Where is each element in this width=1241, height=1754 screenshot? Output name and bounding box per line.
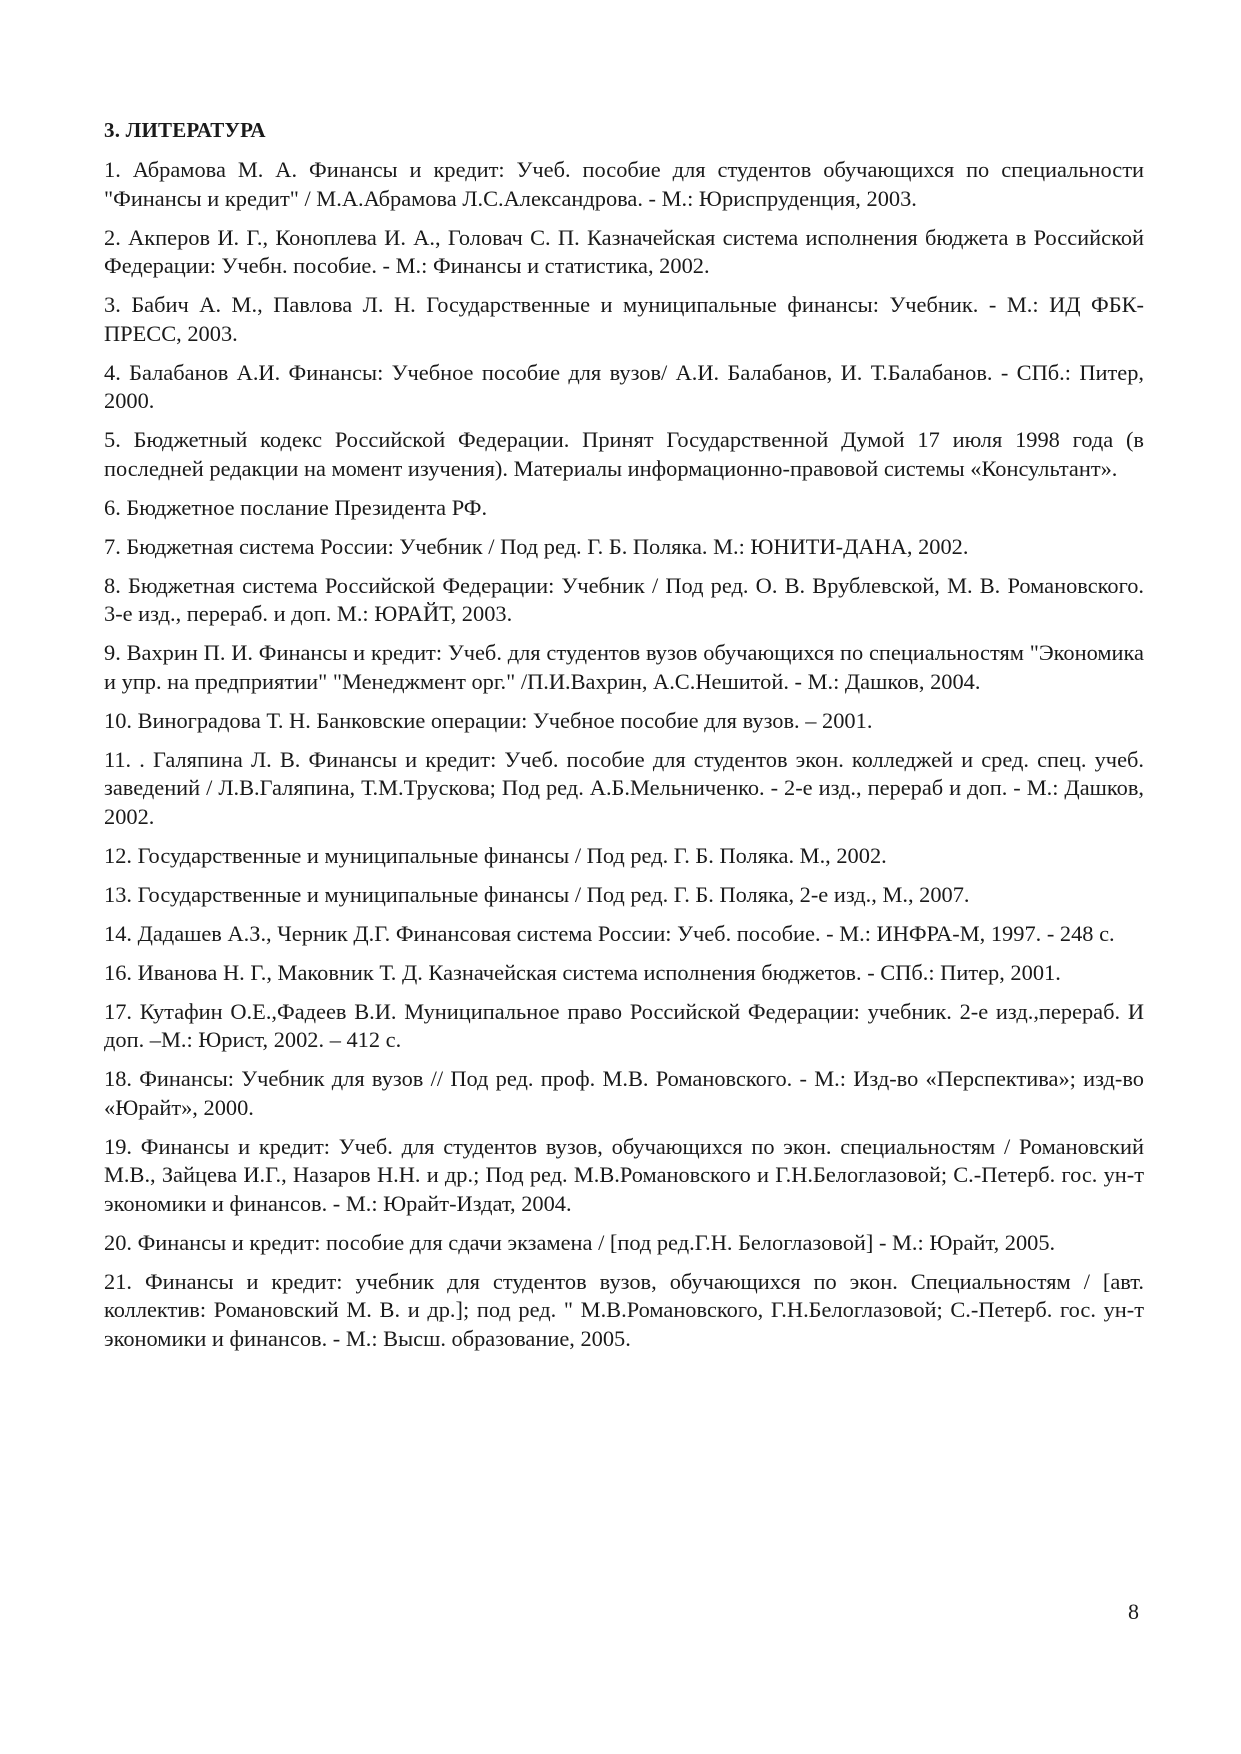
reference-item: 6. Бюджетное послание Президента РФ. <box>104 494 488 520</box>
reference-item: 10. Виноградова Т. Н. Банковские операции: Учебное пособие для вузов. – 2001. <box>104 707 873 733</box>
section-heading: 3. ЛИТЕРАТУРА <box>104 118 266 142</box>
bibliography-section <box>104 116 1144 1364</box>
reference-item: 2. Акперов И. Г., Коноплева И. А., Головач С. П. Казначейская система исполнения бюджета в Российской Федерации: Учебн. пособие. - М.: Финансы и статистика, 2002. <box>104 224 1144 278</box>
reference-item: 9. Вахрин П. И. Финансы и кредит: Учеб. для студентов вузов обучающихся по специальностям "Экономика и упр. на предприятии" "Менеджмент орг." /П.И.Вахрин, А.С.Нешитой. - М.: Дашков, 2004. <box>104 640 1144 694</box>
reference-item: 13. Государственные и муниципальные финансы / Под ред. Г. Б. Поляка, 2-е изд., М., 2007. <box>104 881 970 907</box>
reference-item: 1. Абрамова М. А. Финансы и кредит: Учеб. пособие для студентов обучающихся по специальности "Финансы и кредит" / М.А.Абрамова Л.С.Александрова. - М.: Юриспруденция, 2003. <box>104 157 1144 211</box>
reference-item: 16. Иванова Н. Г., Маковник Т. Д. Казначейская система исполнения бюджетов. - СПб.: Питер, 2001. <box>104 959 1061 985</box>
reference-item: 4. Балабанов А.И. Финансы: Учебное пособие для вузов/ А.И. Балабанов, И. Т.Балабанов. - СПб.: Питер, 2000. <box>104 359 1144 413</box>
reference-item: 21. Финансы и кредит: учебник для студентов вузов, обучающихся по экон. Специальностям / [авт. коллектив: Романовский М. В. и др.]; под ред. " М.В.Романовского, Г.Н.Белоглазовой; С.-Петерб. гос. ун-т экономики и финансов. - М.: Высш. образование, 2005. <box>104 1268 1144 1351</box>
reference-item: 3. Бабич А. М., Павлова Л. Н. Государственные и муниципальные финансы: Учебник. - М.: ИД ФБК-ПРЕСС, 2003. <box>104 292 1144 346</box>
reference-list <box>104 156 1144 1353</box>
reference-item: 7. Бюджетная система России: Учебник / Под ред. Г. Б. Поляка. М.: ЮНИТИ-ДАНА, 2002. <box>104 533 969 559</box>
reference-item: 20. Финансы и кредит: пособие для сдачи экзамена / [под ред.Г.Н. Белоглазовой] - М.: Юрайт, 2005. <box>104 1229 1056 1255</box>
reference-item: 17. Кутафин О.Е.,Фадеев В.И. Муниципальное право Российской Федерации: учебник. 2-е изд.,перераб. И доп. –М.: Юрист, 2002. – 412 с. <box>104 998 1144 1052</box>
reference-item: 18. Финансы: Учебник для вузов // Под ред. проф. М.В. Романовского. - М.: Изд-во «Перспектива»; изд-во «Юрайт», 2000. <box>104 1066 1144 1120</box>
reference-item: 11. . Галяпина Л. В. Финансы и кредит: Учеб. пособие для студентов экон. колледжей и сред. спец. учеб. заведений / Л.В.Галяпина, Т.М.Трускова; Под ред. А.Б.Мельниченко. - 2-е изд., перераб и доп. - М.: Дашков, 2002. <box>104 746 1144 829</box>
reference-item: 5. Бюджетный кодекс Российской Федерации. Принят Государственной Думой 17 июля 1998 года (в последней редакции на момент изучения). Материалы информационно-правовой системы «Консультант». <box>104 427 1144 481</box>
reference-item: 8. Бюджетная система Российской Федерации: Учебник / Под ред. О. В. Врублевской, М. В. Романовского. 3-е изд., перераб. и доп. М.: ЮРАЙТ, 2003. <box>104 572 1144 626</box>
reference-item: 19. Финансы и кредит: Учеб. для студентов вузов, обучающихся по экон. специальностям / Романовский М.В., Зайцева И.Г., Назаров Н.Н. и др.; Под ред. М.В.Романовского и Г.Н.Белоглазовой; С.-Петерб. гос. ун-т экономики и финансов. - М.: Юрайт-Издат, 2004. <box>104 1133 1144 1216</box>
reference-item: 14. Дадашев А.З., Черник Д.Г. Финансовая система России: Учеб. пособие. - М.: ИНФРА-М, 1997. - 248 с. <box>104 920 1115 946</box>
reference-item: 12. Государственные и муниципальные финансы / Под ред. Г. Б. Поляка. М., 2002. <box>104 842 887 868</box>
page-number: 8 <box>1128 1599 1139 1624</box>
